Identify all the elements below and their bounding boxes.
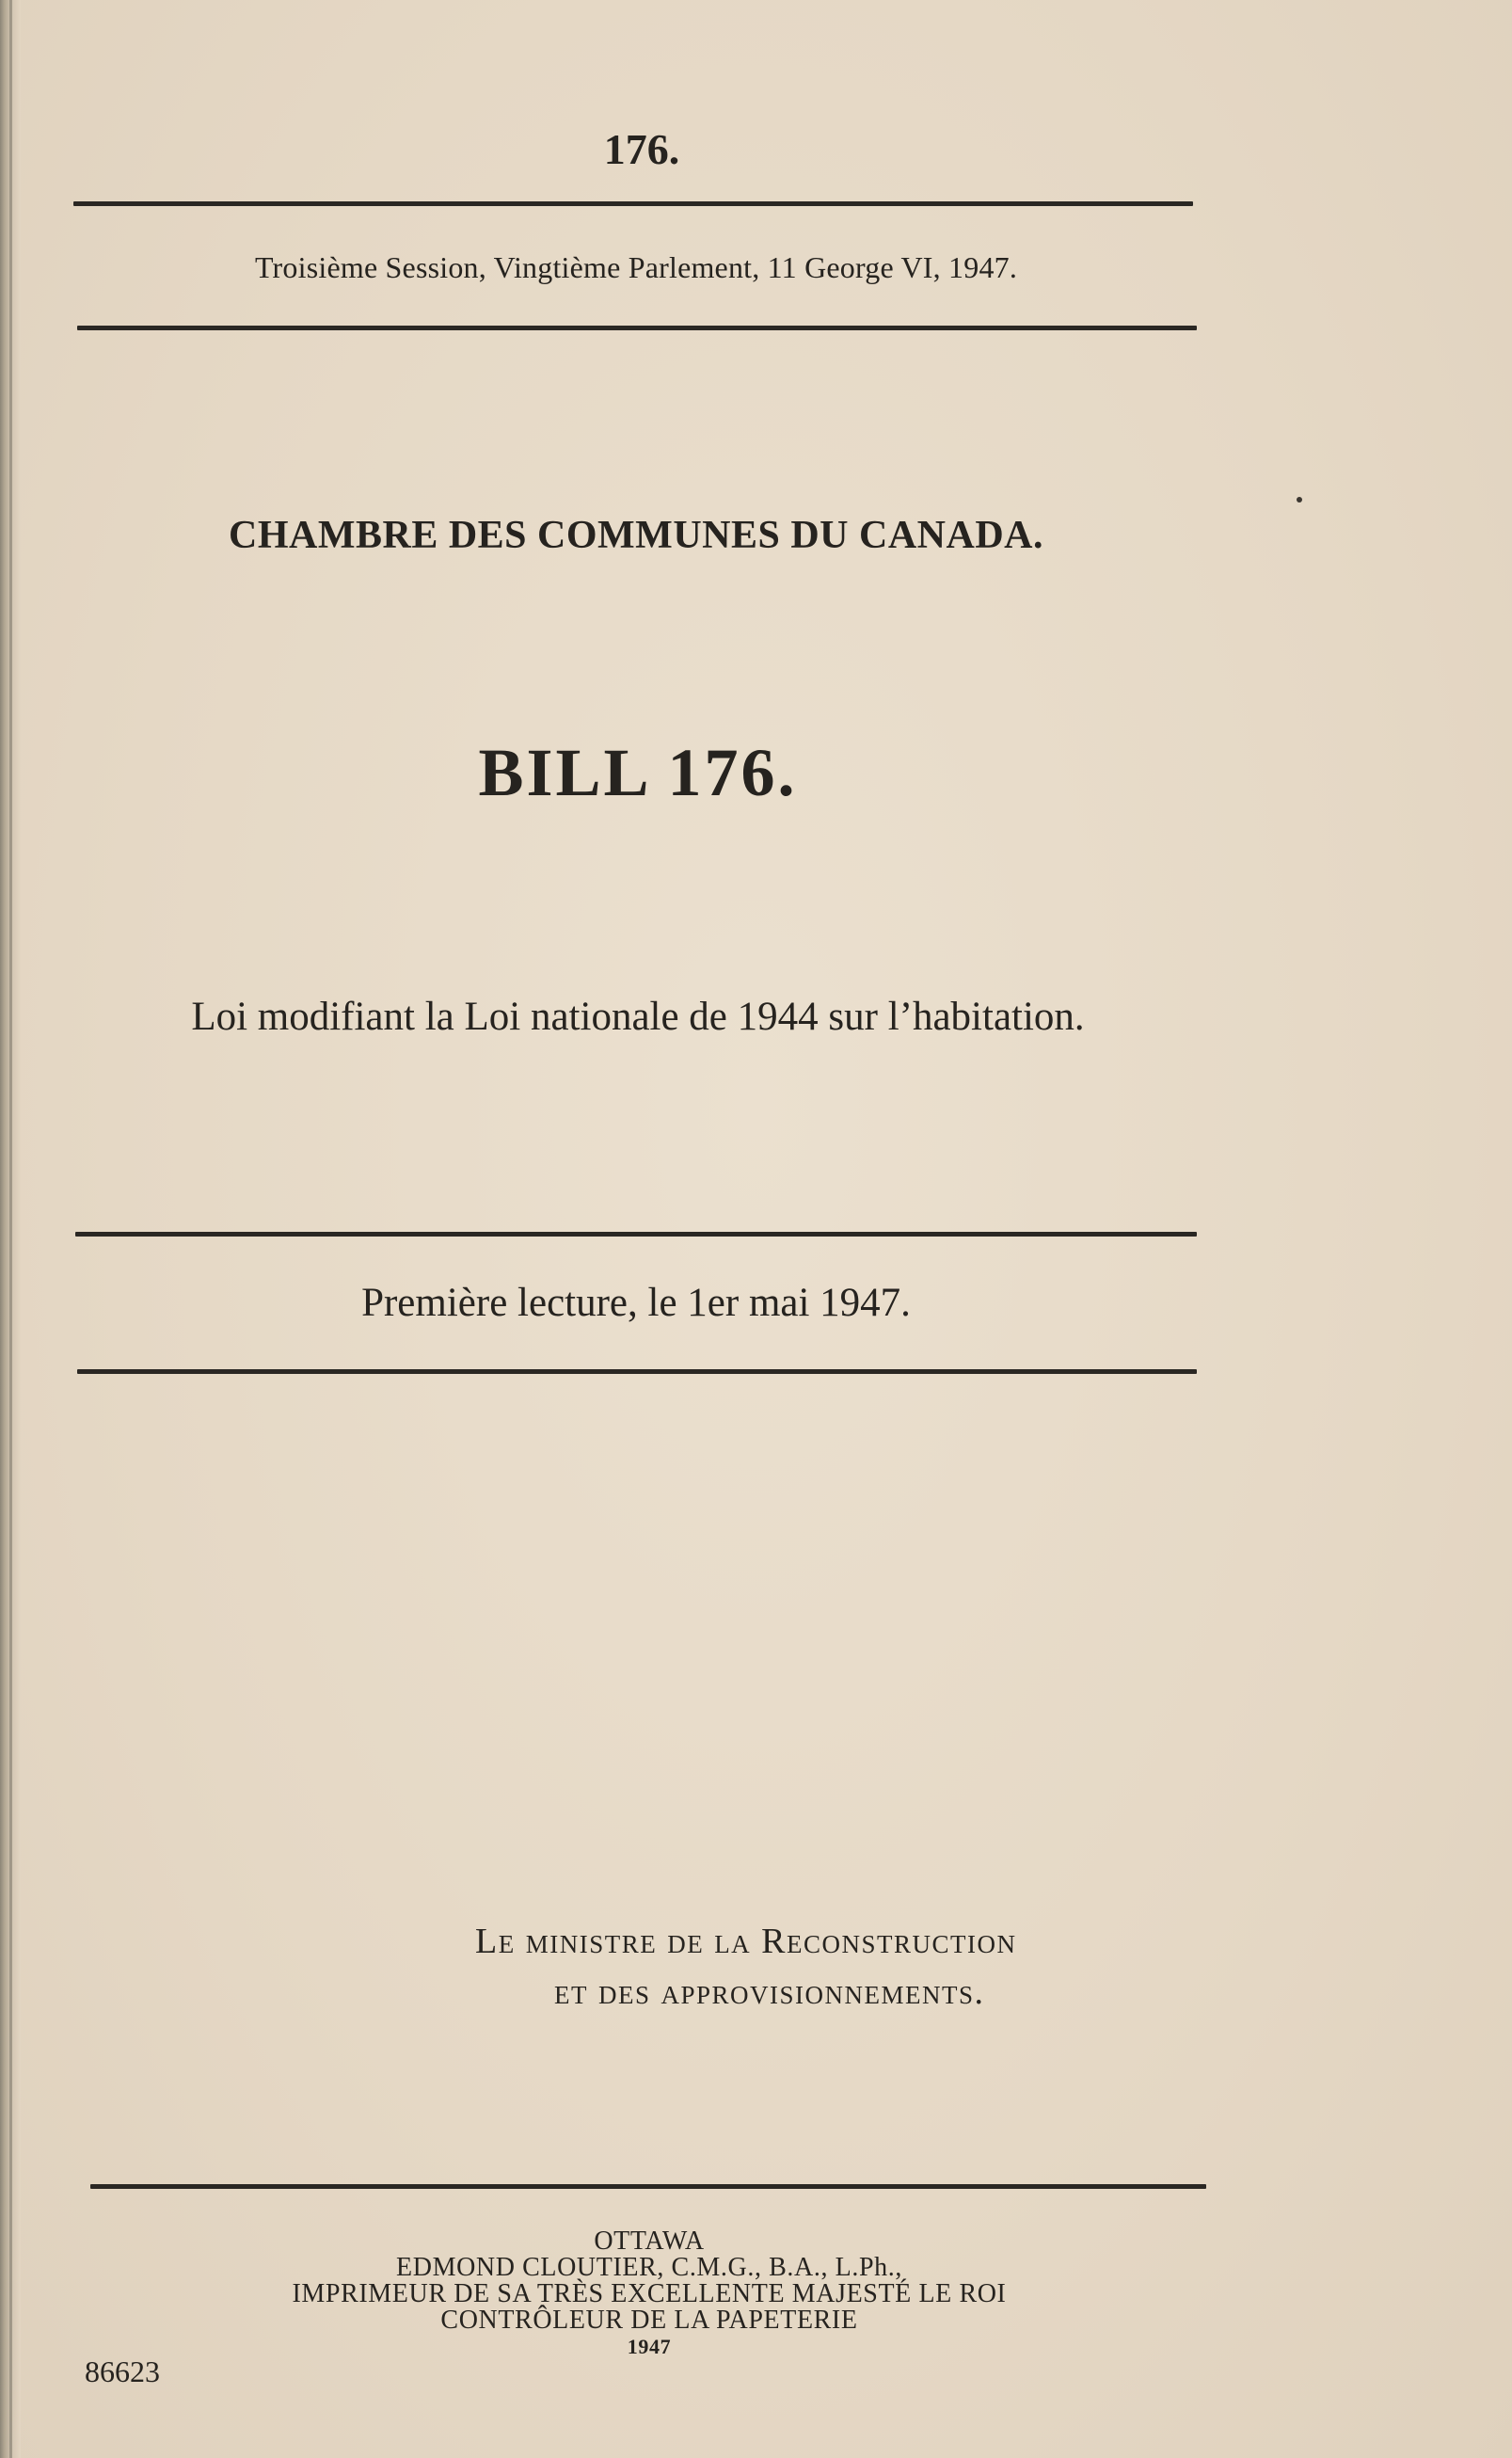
bill-subject: Loi modifiant la Loi nationale de 1944 sur l’habitation. <box>191 995 1085 1039</box>
imprint-title: IMPRIMEUR DE SA TRÈS EXCELLENTE MAJESTÉ LE ROI <box>292 2279 1007 2308</box>
imprint-printer: EDMOND CLOUTIER, C.M.G., B.A., L.Ph., <box>396 2253 902 2282</box>
imprint-city: OTTAWA <box>594 2227 705 2256</box>
reading-rule-top <box>75 1232 1197 1237</box>
sponsor-line-1: Le ministre de la Reconstruction <box>475 1922 1017 1961</box>
sponsor-line-2: et des approvisionnements. <box>554 1972 985 2012</box>
top-rule <box>73 201 1193 206</box>
session-rule <box>77 326 1197 330</box>
imprint-rule <box>90 2184 1206 2189</box>
imprint-year: 1947 <box>627 2335 672 2358</box>
reading-rule-bottom <box>77 1369 1197 1374</box>
bill-number-header: 176. <box>603 125 680 173</box>
imprint-office: CONTRÔLEUR DE LA PAPETERIE <box>440 2306 858 2335</box>
sponsor-block <box>475 1916 1017 2018</box>
bill-title: BILL 176. <box>478 735 798 810</box>
session-line: Troisième Session, Vingtième Parlement, 11 George VI, 1947. <box>254 250 1018 284</box>
chamber-title: CHAMBRE DES COMMUNES DU CANADA. <box>229 514 1043 557</box>
print-code: 86623 <box>85 2354 160 2388</box>
binding-line <box>9 0 12 2458</box>
first-reading-line: Première lecture, le 1er mai 1947. <box>361 1281 911 1325</box>
imprint-block <box>0 2228 1298 2360</box>
paper-speck <box>1297 497 1302 503</box>
